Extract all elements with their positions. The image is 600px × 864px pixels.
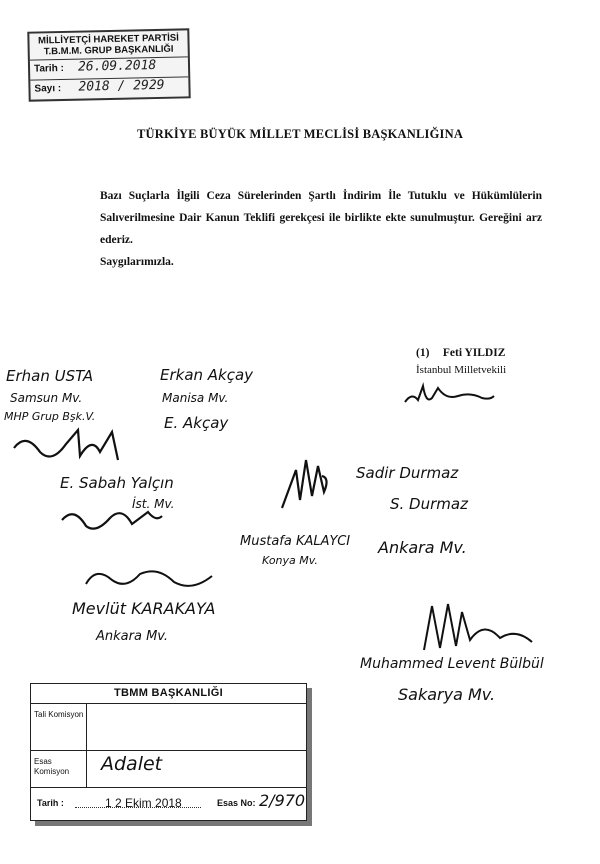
sig-6-line-2: Ankara Mv.: [96, 629, 169, 644]
signature-erkan-akcay: [160, 366, 254, 432]
sig-2-line-3: E. Akçay: [164, 414, 229, 432]
sig-6-line-1: Mevlüt KARAKAYA: [72, 599, 216, 618]
registry-box: [30, 683, 307, 821]
sig-7-line-2: Sakarya Mv.: [398, 685, 496, 704]
sig-1-line-2: Samsun Mv.: [10, 391, 83, 405]
stamp-org-line2: T.B.M.M. GRUP BAŞKANLIĞI: [43, 43, 174, 58]
sig-2-line-2: Manisa Mv.: [162, 391, 229, 405]
signature-bulbul: [360, 604, 544, 704]
sender-signature: [405, 386, 494, 402]
sig-7-line-1: Muhammed Levent Bülbül: [360, 656, 544, 672]
sig-1-scribble: [14, 430, 118, 460]
registry-esas-row: [31, 751, 306, 788]
sig-4-line-1: Mustafa KALAYCI: [240, 534, 351, 549]
sig-5-line-1: Sadir Durmaz: [356, 464, 459, 482]
signature-karakaya: [72, 571, 215, 644]
sig-3-line-1: E. Sabah Yalçın: [60, 474, 174, 492]
stamp-date-label: Tarih :: [33, 62, 65, 75]
sig-3-scribble: [62, 512, 162, 529]
sender-index: (1): [416, 347, 430, 359]
signature-erhan-usta: [4, 367, 118, 460]
registry-date-value: 1 2 Ekim 2018: [105, 796, 182, 810]
registry-date-row: [31, 788, 306, 820]
sender-name: Feti YILDIZ: [442, 347, 506, 359]
sig-2-line-1: Erkan Akçay: [160, 366, 254, 384]
sender-city: İstanbul Milletvekili: [416, 364, 507, 376]
sig-7-scribble: [424, 604, 532, 650]
sig-5-line-3: Ankara Mv.: [378, 538, 467, 557]
sig-5-line-2: S. Durmaz: [390, 495, 468, 513]
stamp-date-value: 26.09.2018: [77, 58, 157, 75]
stamp-org-line1: MİLLİYETÇİ HAREKET PARTİSİ: [37, 32, 179, 47]
sig-1-line-1: Erhan USTA: [6, 367, 94, 385]
registry-no-value: 2/970: [259, 791, 306, 810]
signature-yalcin: [60, 474, 174, 529]
sig-1-line-3: MHP Grup Bşk.V.: [4, 410, 96, 423]
sig-4-line-2: Konya Mv.: [262, 554, 318, 567]
sig-4-scribble: [282, 460, 327, 508]
signature-kalayci: [240, 460, 350, 567]
registry-tali-label: Tali Komisyon: [31, 704, 87, 750]
registry-tali-row: [31, 704, 306, 751]
sig-6-scribble: [86, 571, 212, 586]
stamp-number-label: Sayı :: [34, 83, 62, 95]
registry-esas-label: Esas Komisyon: [31, 751, 87, 787]
sig-3-line-2: İst. Mv.: [132, 497, 175, 511]
letter-body-text: Bazı Suçlarla İlgili Ceza Sürelerinden Şartlı İndirim İle Tutuklu ve Hükümlülerin Salıverilmesine Dair Kanun Teklifi gerekçesi ile birlikte ekte sunulmuştur. Gereğini arz ederiz.: [100, 190, 542, 246]
stamp-number-value: 2018 / 2929: [78, 77, 165, 95]
registry-title: TBMM BAŞKANLIĞI: [31, 684, 306, 704]
registry-esas-value: Adalet: [101, 753, 163, 775]
signature-durmaz: [356, 464, 469, 557]
registry-date-label: Tarih :: [37, 798, 64, 808]
registry-no-label: Esas No:: [217, 798, 256, 808]
letter-heading: TÜRKİYE BÜYÜK MİLLET MECLİSİ BAŞKANLIĞINA: [136, 127, 464, 141]
letter-closing: Saygılarımızla.: [100, 256, 174, 268]
